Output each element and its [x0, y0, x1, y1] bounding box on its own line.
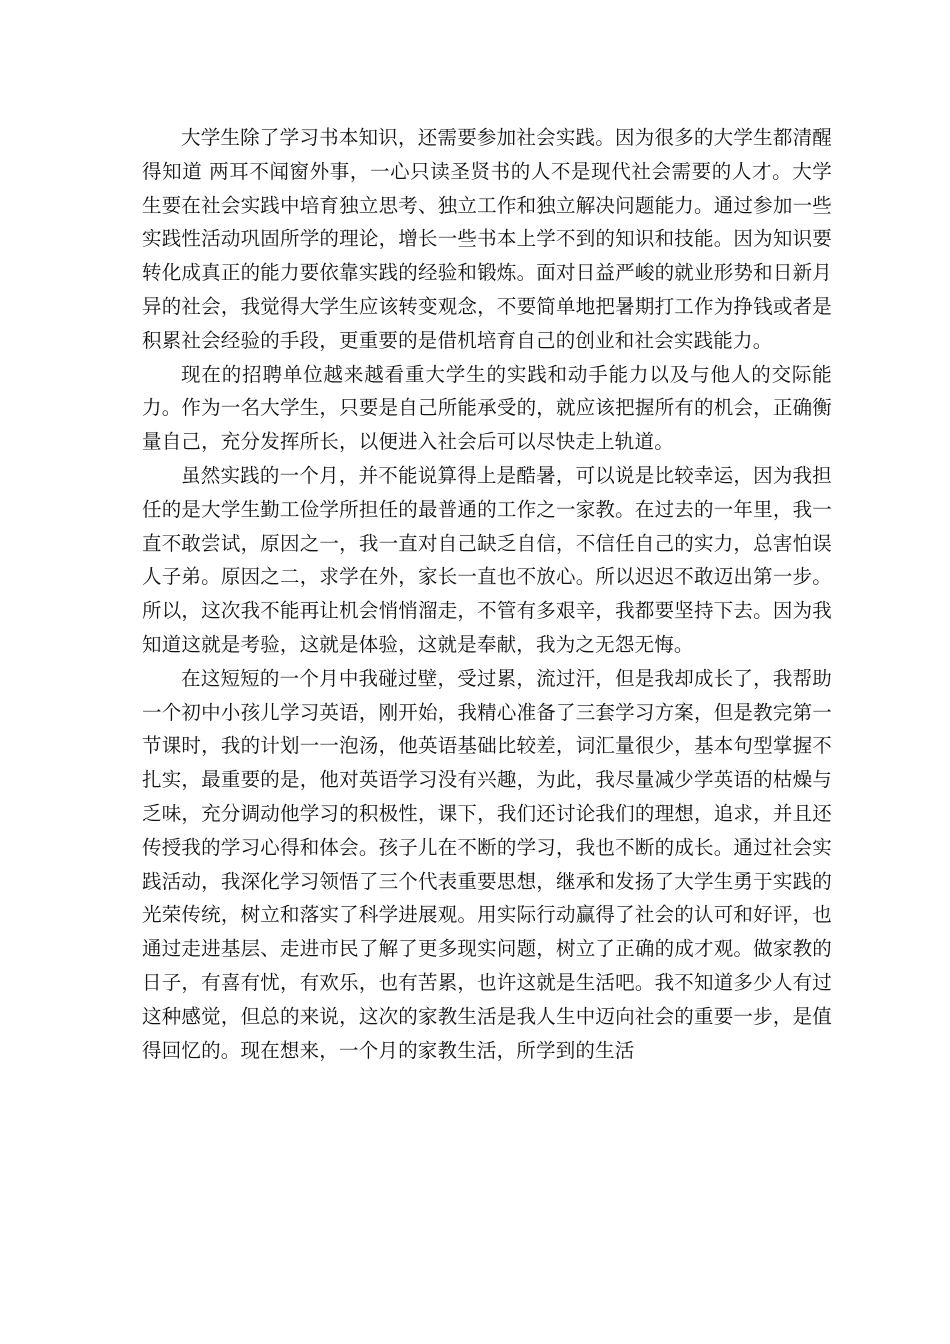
paragraph-3: 虽然实践的一个月，并不能说算得上是酷暑，可以说是比较幸运，因为我担任的是大学生勤工俭学所担任的最普通的工作之一家教。在过去的一年里，我一直不敢尝试，原因之一，我一直对自己缺乏自信，不信任自己的实力，总害怕误人子弟。原因之二，求学在外，家长一直也不放心。所以迟迟不敢迈出第一步。所以，这次我不能再让机会悄悄溜走，不管有多艰辛，我都要坚持下去。因为我知道这就是考验，这就是体验，这就是奉献，我为之无怨无悔。 [142, 463, 832, 656]
paragraph-4: 在这短短的一个月中我碰过壁，受过累，流过汗，但是我却成长了，我帮助一个初中小孩儿学习英语，刚开始，我精心准备了三套学习方案，但是教完第一节课时，我的计划一一泡汤，他英语基础比较差，词汇量很少，基本句型掌握不扎实，最重要的是，他对英语学习没有兴趣，为此，我尽量减少学英语的枯燥与乏味，充分调动他学习的积极性，课下，我们还讨论我们的理想，追求，并且还传授我的学习心得和体会。孩子儿在不断的学习，我也不断的成长。通过社会实践活动，我深化学习领悟了三个代表重要思想，继承和发扬了大学生勇于实践的光荣传统，树立和落实了科学进展观。用实际行动赢得了社会的认可和好评，也通过走进基层、走进市民了解了更多现实问题，树立了正确的成才观。做家教的日子，有喜有忧，有欢乐，也有苦累，也许这就是生活吧。我不知道多少人有过这种感觉，但总的来说，这次的家教生活是我人生中迈向社会的重要一步，是值得回忆的。现在想来，一个月的家教生活，所学到的生活 [142, 666, 832, 1062]
document-body [142, 121, 832, 1067]
paragraph-2: 现在的招聘单位越来越看重大学生的实践和动手能力以及与他人的交际能力。作为一名大学生，只要是自己所能承受的，就应该把握所有的机会，正确衡量自己，充分发挥所长，以便进入社会后可以尽快走上轨道。 [142, 362, 832, 454]
paragraph-1: 大学生除了学习书本知识，还需要参加社会实践。因为很多的大学生都清醒得知道 两耳不闻窗外事，一心只读圣贤书的人不是现代社会需要的人才。大学生要在社会实践中培育独立思考、独立工作和独立解决问题能力。通过参加一些实践性活动巩固所学的理论，增长一些书本上学不到的知识和技能。因为知识要转化成真正的能力要依靠实践的经验和锻炼。面对日益严峻的就业形势和日新月异的社会，我觉得大学生应该转变观念，不要简单地把暑期打工作为挣钱或者是积累社会经验的手段，更重要的是借机培育自己的创业和社会实践能力。 [142, 126, 832, 352]
